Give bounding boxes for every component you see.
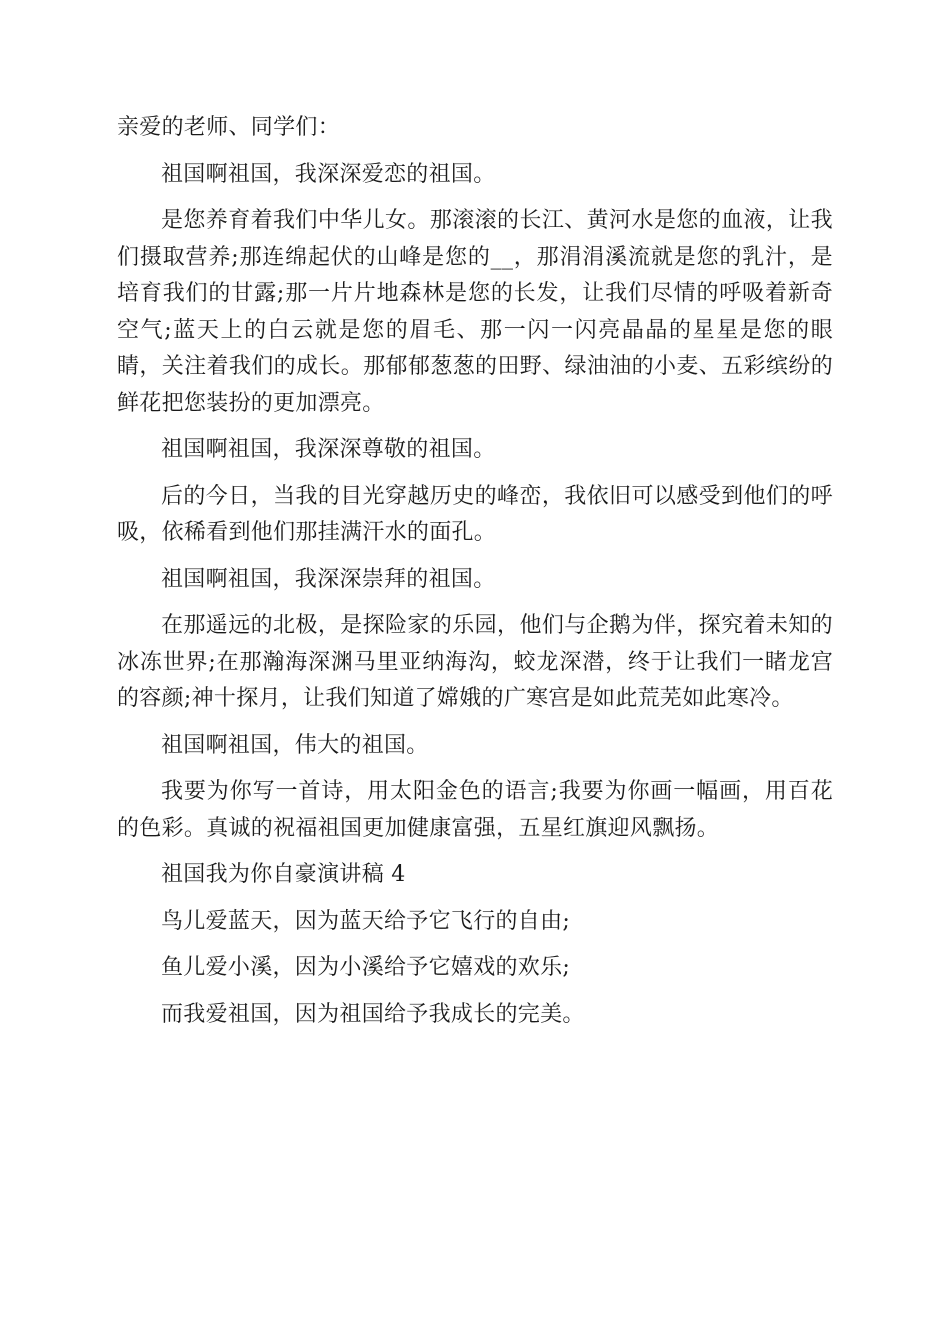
body-paragraph: 而我爱祖国，因为祖国给予我成长的完美。: [161, 1001, 585, 1027]
refrain-paragraph: 祖国啊祖国，我深深爱恋的祖国。: [161, 161, 496, 187]
body-paragraph: 鱼儿爱小溪，因为小溪给予它嬉戏的欢乐;: [161, 955, 571, 980]
body-paragraph: 在那遥远的北极，是探险家的乐园，他们与企鹅为伴，探究着未知的冰冻世界;在那瀚海深渊马里亚纳海沟，蛟龙深潜，终于让我们一睹龙宫的容颜;神十探月，让我们知道了嫦娥的广寒宫是如此荒芜如此寒冷。: [117, 613, 833, 711]
section-heading: 祖国我为你自豪演讲稿 4: [161, 862, 406, 887]
body-paragraph: 是您养育着我们中华儿女。那滚滚的长江、黄河水是您的血液，让我们摄取营养;那连绵起伏的山峰是您的__，那涓涓溪流就是您的乳汁，是培育我们的甘露;那一片片地森林是您的长发，让我们尽情的呼吸着新奇空气;蓝天上的白云就是您的眉毛、那一闪一闪亮晶晶的星星是您的眼睛，关注着我们的成长。那郁郁葱葱的田野、绿油油的小麦、五彩缤纷的鲜花把您装扮的更加漂亮。: [117, 208, 833, 416]
body-paragraph: 鸟儿爱蓝天，因为蓝天给予它飞行的自由;: [161, 908, 571, 934]
refrain-paragraph: 祖国啊祖国，我深深尊敬的祖国。: [161, 437, 496, 462]
body-paragraph: 我要为你写一首诗，用太阳金色的语言;我要为你画一幅画，用百花的色彩。真诚的祝福祖国更加健康富强，五星红旗迎风飘扬。: [117, 779, 833, 841]
body-paragraph: 后的今日，当我的目光穿越历史的峰峦，我依旧可以感受到他们的呼吸，依稀看到他们那挂满汗水的面孔。: [117, 483, 833, 545]
refrain-paragraph: 祖国啊祖国，我深深崇拜的祖国。: [161, 566, 496, 592]
refrain-paragraph: 祖国啊祖国，伟大的祖国。: [161, 732, 429, 758]
document-body: [117, 110, 833, 1033]
salutation: 亲爱的老师、同学们：: [117, 115, 341, 140]
